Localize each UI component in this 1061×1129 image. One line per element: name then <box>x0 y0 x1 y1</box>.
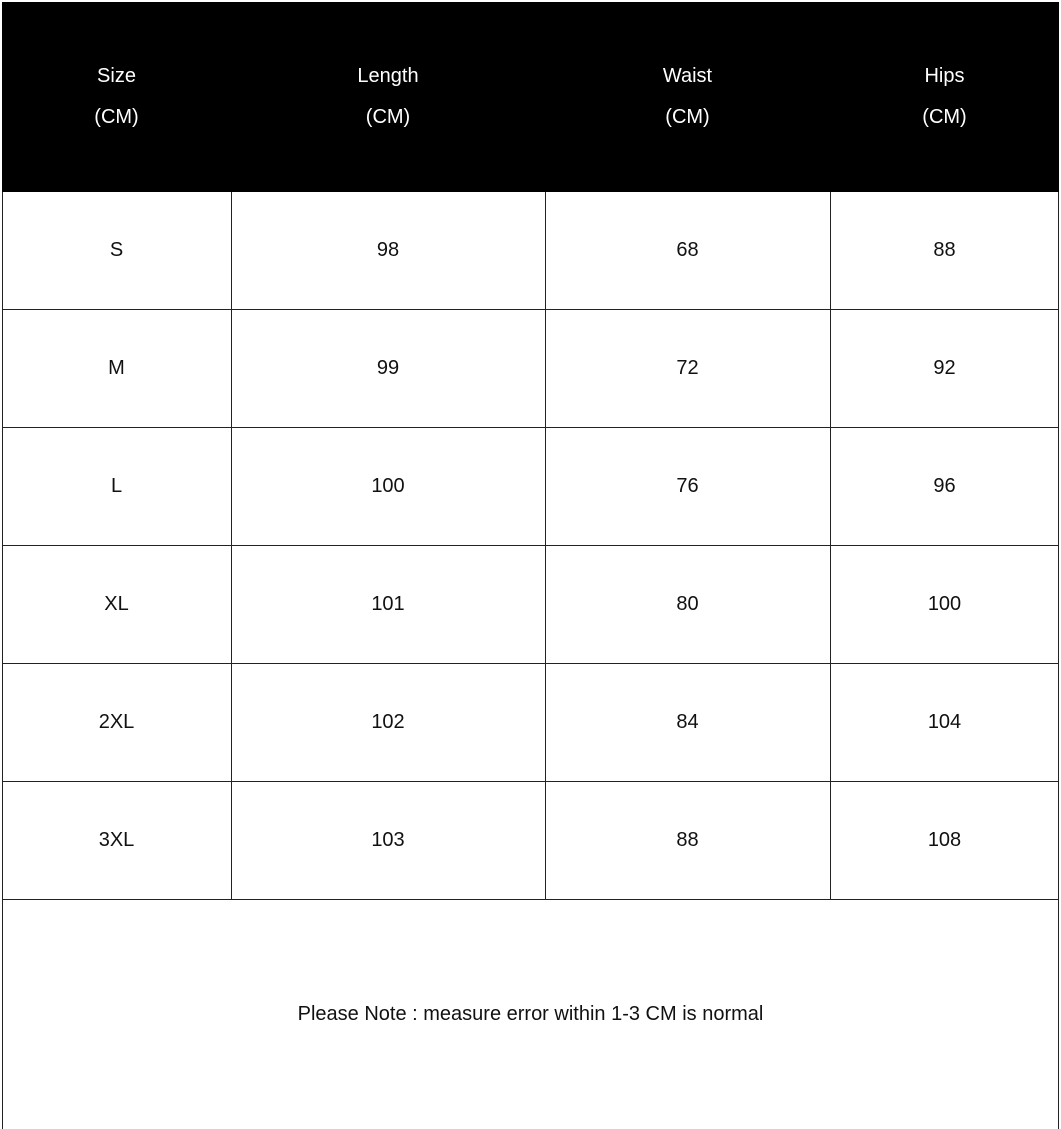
table-row <box>2 546 1059 664</box>
cell-size: M <box>108 357 125 379</box>
header-hips <box>830 2 1059 192</box>
cell-hips: 108 <box>927 829 962 851</box>
header-size-label: Size <box>97 65 136 87</box>
table-header <box>2 2 1059 192</box>
header-waist-label: Waist <box>662 65 713 87</box>
cell-size: 2XL <box>98 711 135 733</box>
cell-length: 103 <box>371 829 405 851</box>
header-size <box>2 2 231 192</box>
header-hips-label: Hips <box>924 65 965 87</box>
column-divider <box>830 192 831 900</box>
measurement-note: Please Note : measure error within 1-3 CM is normal <box>297 1003 764 1025</box>
cell-hips: 88 <box>933 239 956 261</box>
cell-length: 102 <box>371 711 405 733</box>
header-waist <box>545 2 830 192</box>
column-divider <box>231 192 232 900</box>
table-row <box>2 428 1059 546</box>
header-length-unit: (CM) <box>365 106 411 128</box>
cell-size: 3XL <box>98 829 135 851</box>
cell-waist: 72 <box>676 357 699 379</box>
cell-waist: 80 <box>676 593 699 615</box>
cell-length: 98 <box>376 239 400 261</box>
cell-waist: 88 <box>676 829 699 851</box>
cell-length: 101 <box>371 593 405 615</box>
cell-length: 99 <box>376 357 400 379</box>
cell-size: L <box>110 475 123 497</box>
header-size-unit: (CM) <box>94 106 139 128</box>
cell-hips: 96 <box>933 475 956 497</box>
cell-length: 100 <box>371 475 405 497</box>
cell-waist: 84 <box>676 711 699 733</box>
table-row <box>2 782 1059 900</box>
size-table-body <box>2 192 1059 900</box>
cell-hips: 100 <box>927 593 962 615</box>
header-hips-unit: (CM) <box>922 106 967 128</box>
cell-size: XL <box>104 593 129 615</box>
cell-hips: 104 <box>927 711 962 733</box>
cell-size: S <box>109 239 124 261</box>
header-waist-unit: (CM) <box>665 106 710 128</box>
table-row <box>2 192 1059 310</box>
column-divider <box>545 192 546 900</box>
cell-waist: 76 <box>676 475 699 497</box>
table-row <box>2 310 1059 428</box>
cell-waist: 68 <box>676 239 699 261</box>
cell-hips: 92 <box>933 357 956 379</box>
header-length-label: Length <box>357 65 419 87</box>
header-length <box>231 2 545 192</box>
table-row <box>2 664 1059 782</box>
